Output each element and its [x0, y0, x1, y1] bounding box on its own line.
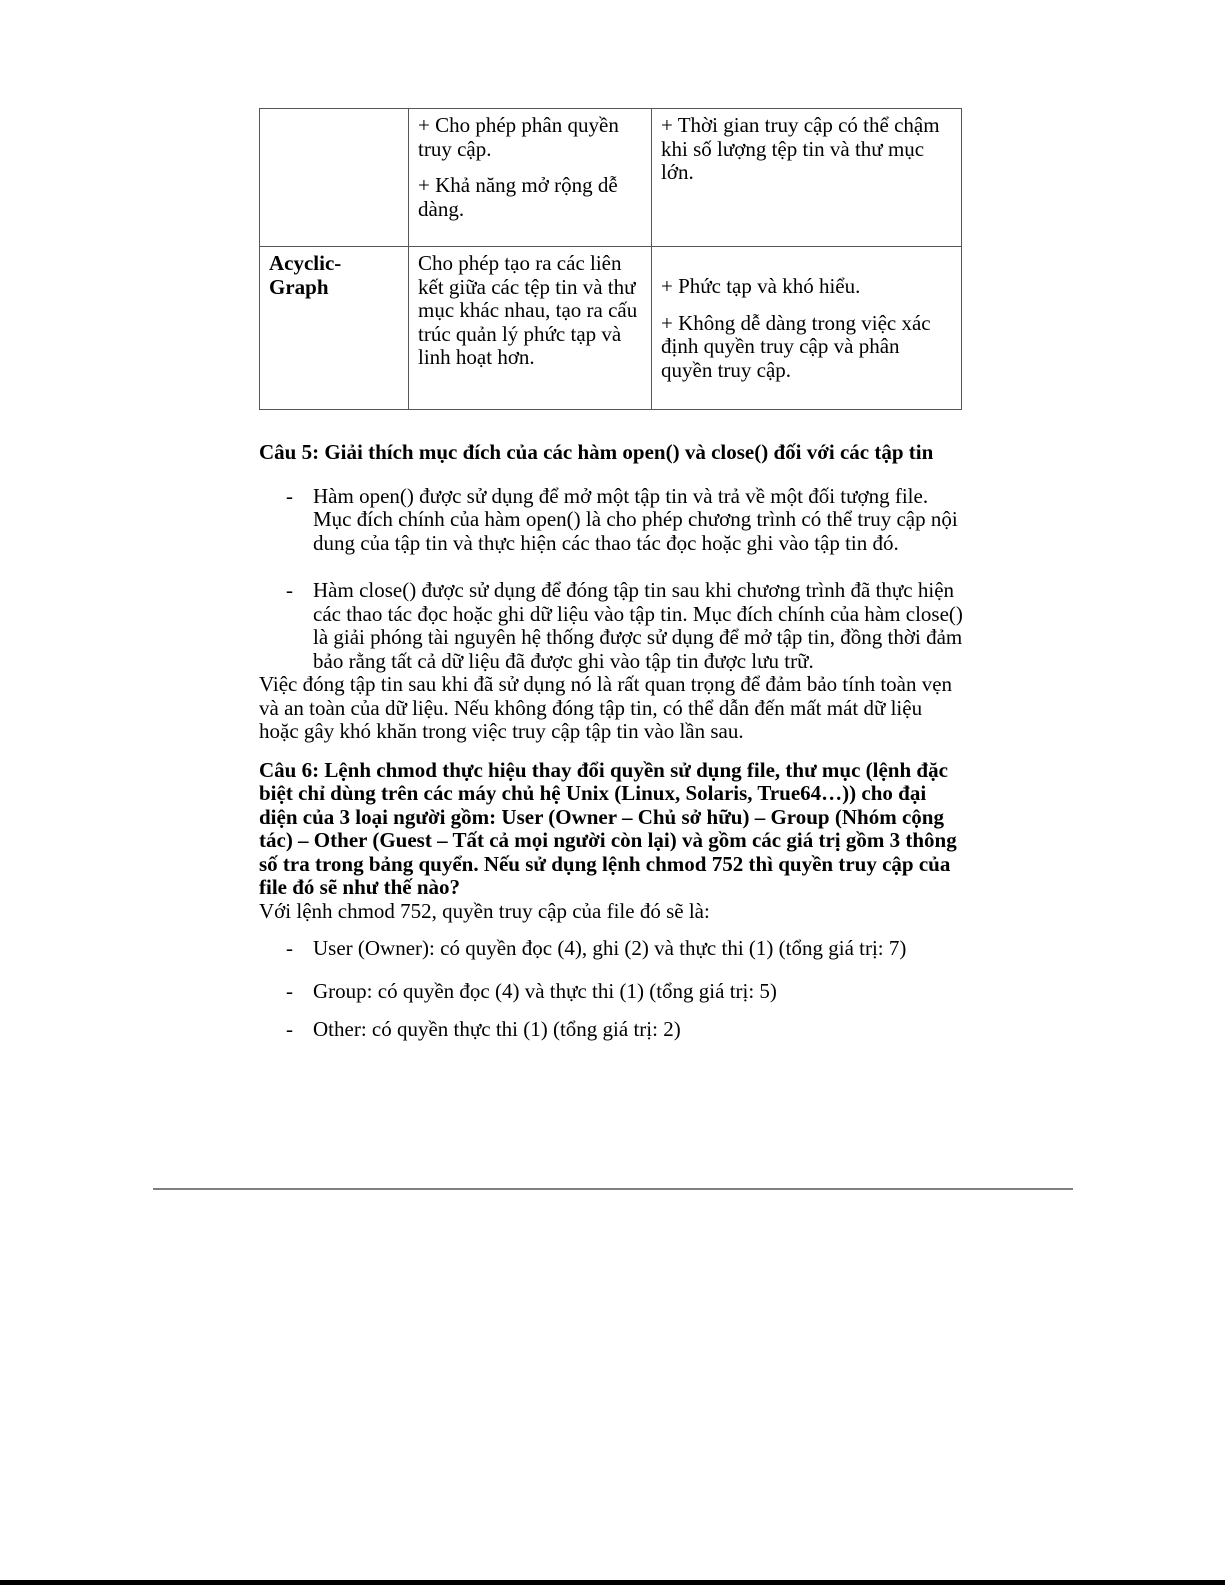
cell-disadvantages [652, 247, 962, 410]
cell-advantages [409, 109, 652, 247]
question5-heading: Câu 5: Giải thích mục đích của các hàm open() và close() đối với các tập tin [259, 440, 934, 464]
list-item-open-function [259, 485, 965, 556]
disadvantage-item: + Phức tạp và khó hiểu. [661, 274, 861, 298]
paragraph-close-importance: Việc đóng tập tin sau khi đã sử dụng nó là rất quan trọng để đảm bảo tính toàn vẹn và an toàn của dữ liệu. Nếu không đóng tập tin, có thể dẫn đến mất mát dữ liệu hoặc gây khó khăn trong việc truy cập tập tin vào lần sau. [259, 672, 953, 743]
bullet-dash: - [286, 978, 293, 1003]
bullet-dash: - [286, 1017, 293, 1041]
cell-disadvantages [652, 109, 962, 247]
cell-advantages [409, 247, 652, 410]
cell-feature-empty [260, 109, 409, 247]
chmod-intro-paragraph: Với lệnh chmod 752, quyền truy cập của file đó sẽ là: [259, 898, 710, 923]
cell-feature-name: Acyclic-Graph [260, 247, 409, 410]
list-item-text: User (Owner): có quyền đọc (4), ghi (2) và thực thi (1) (tổng giá trị: 7) [313, 936, 907, 960]
disadvantage-item: + Thời gian truy cập có thể chậm khi số lượng tệp tin và thư mục lớn. [661, 113, 940, 184]
list-item-text: Hàm open() được sử dụng để mở một tập tin và trả về một đối tượng file. Mục đích chính của hàm open() là cho phép chương trình có thể truy cập nội dung của tập tin và thực hiện các thao tác đọc hoặc ghi vào tập tin đó. [313, 483, 958, 555]
question6-heading: Câu 6: Lệnh chmod thực hiệu thay đổi quyền sử dụng file, thư mục (lệnh đặc biệt chỉ dùng trên các máy chủ hệ Unix (Linux, Solaris, True64…)) cho đại diện của 3 loại người gồm: User (Owner – Chủ sở hữu) – Group (Nhóm cộng tác) – Other (Guest – Tất cả mọi người còn lại) và gồm các giá trị gồm 3 thông số tra trong bảng quyển. Nếu sử dụng lệnh chmod 752 thì quyền truy cập của file đó sẽ như thế nào? [259, 757, 957, 899]
list-item-close-function [259, 579, 965, 673]
document-body [259, 441, 965, 1042]
filesystem-structure-comparison-table [259, 108, 962, 410]
bullet-dash: - [286, 936, 293, 960]
table-row-acyclic-graph [260, 247, 962, 410]
advantage-item: + Khả năng mở rộng dễ dàng. [418, 173, 618, 221]
bullet-dash: - [286, 578, 293, 602]
disadvantage-item: + Không dễ dàng trong việc xác định quyền truy cập và phân quyền truy cập. [661, 310, 931, 382]
footer-separator-line [153, 1188, 1073, 1190]
list-item-user-permission [259, 937, 965, 961]
list-item-text: Other: có quyền thực thi (1) (tổng giá trị: 2) [313, 1017, 681, 1041]
list-item-text: Hàm close() được sử dụng để đóng tập tin sau khi chương trình đã thực hiện các thao tác đọc hoặc ghi dữ liệu vào tập tin. Mục đích chính của hàm close() là giải phóng tài nguyên hệ thống được sử dụng để mở tập tin, đồng thời đảm bảo rằng tất cả dữ liệu đã được ghi vào tập tin được lưu trữ. [313, 578, 963, 673]
list-item-text: Group: có quyền đọc (4) và thực thi (1) (tổng giá trị: 5) [313, 978, 777, 1003]
bullet-dash: - [286, 483, 293, 508]
advantage-item: Cho phép tạo ra các liên kết giữa các tệp tin và thư mục khác nhau, tạo ra cấu trúc quản lý phức tạp và linh hoạt hơn. [418, 251, 638, 369]
list-item-other-permission [259, 1018, 965, 1042]
list-item-group-permission [259, 980, 965, 1004]
bottom-edge-bar [0, 1580, 1225, 1585]
advantage-item: + Cho phép phân quyền truy cập. [418, 113, 619, 161]
table-row-continuation [260, 109, 962, 247]
